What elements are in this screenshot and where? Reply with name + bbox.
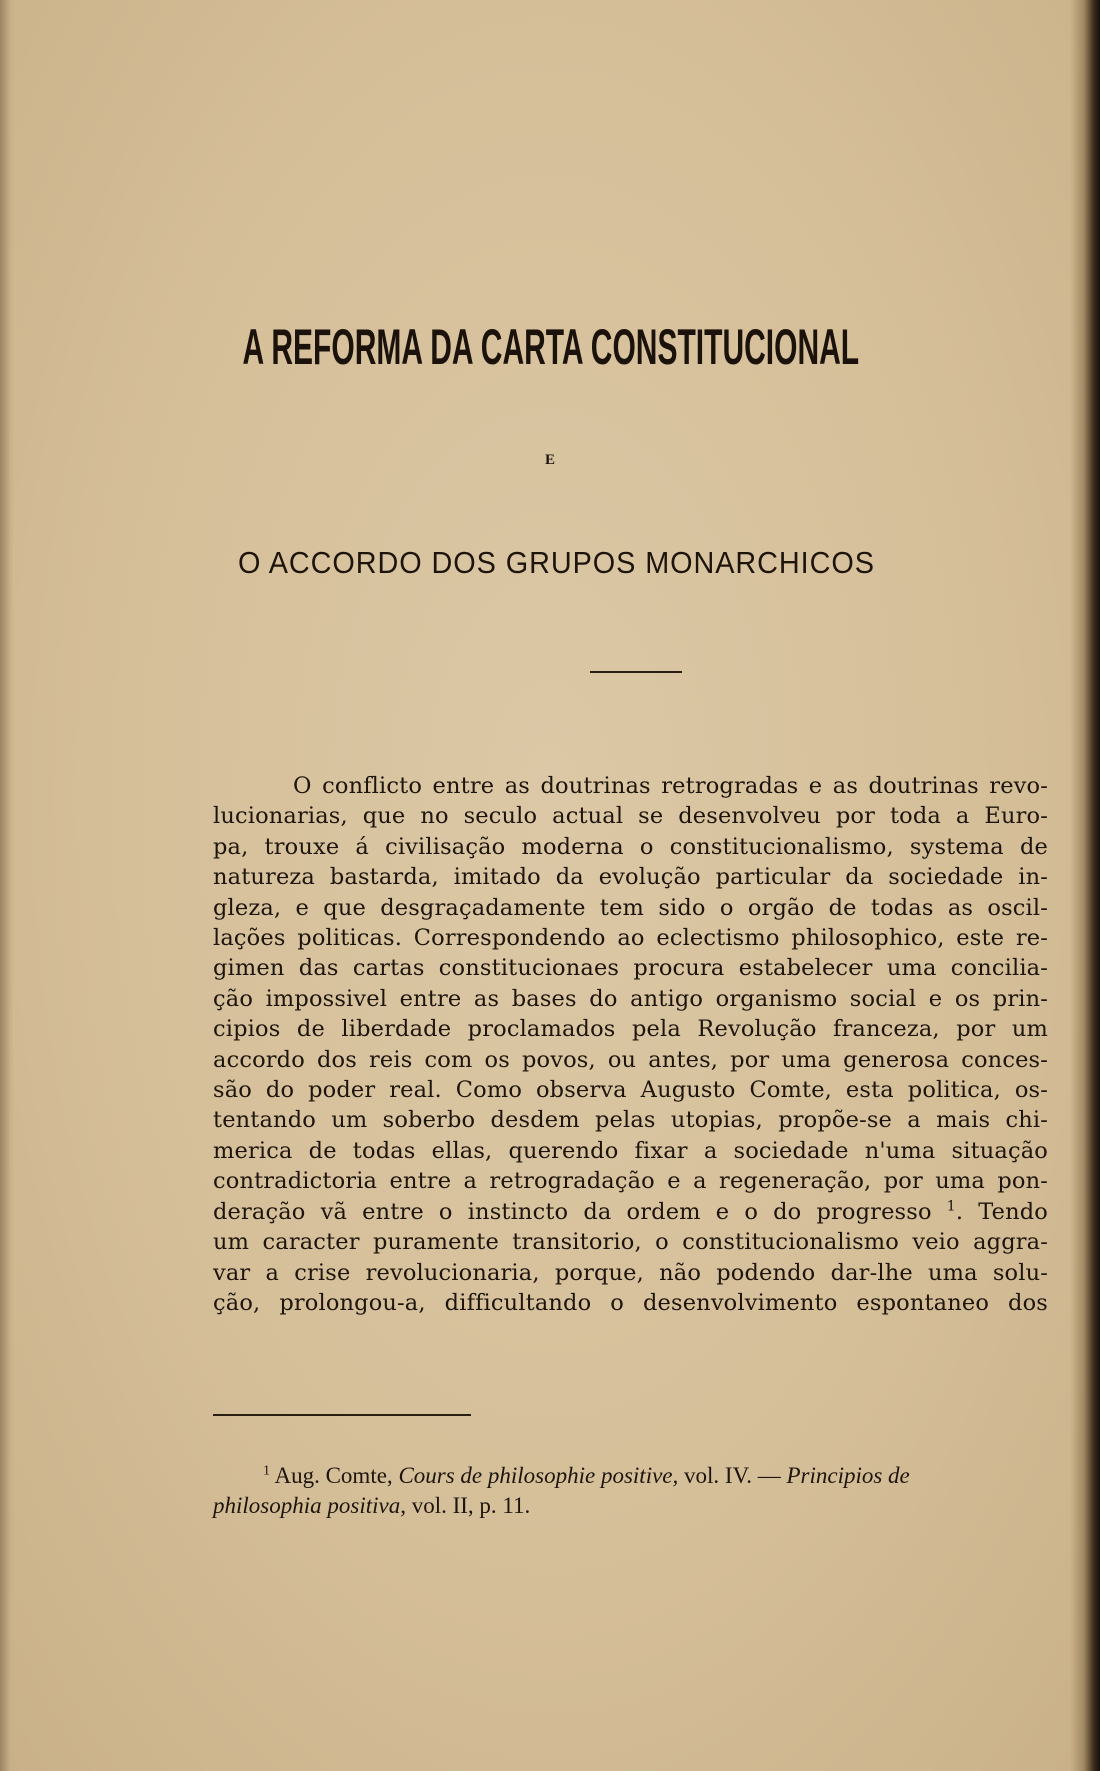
title-separator-rule: [590, 671, 682, 673]
footnote-line: [213, 1461, 1048, 1491]
body-line: são do poder real. Como observa Augusto Comte, esta politica, os-: [213, 1077, 1048, 1104]
footnote-volume-page: vol. II, p. 11.: [411, 1493, 531, 1518]
body-line: var a crise revolucionaria, porque, não podendo dar-lhe uma solu-: [213, 1259, 1048, 1286]
body-line: ção, prolongou-a, difficultando o desenvolvimento espontaneo dos: [213, 1289, 1048, 1316]
body-line: cipios de liberdade proclamados pela Revolução franceza, por um: [213, 1016, 1048, 1043]
chapter-title: A REFORMA DA CARTA CONSTITUCIONAL: [242, 319, 860, 375]
footnote-work-title-2-cont: philosophia positiva,: [213, 1493, 406, 1518]
body-line: ção impossivel entre as bases do antigo organismo social e os prin-: [213, 985, 1048, 1012]
footnote-separator-rule: [213, 1414, 471, 1416]
chapter-subtitle: O ACCORDO DOS GRUPOS MONARCHICOS: [238, 545, 875, 580]
body-line: lucionarias, que no seculo actual se desenvolveu por toda a Euro-: [213, 803, 1048, 830]
body-line-with-footnote-ref: [213, 1197, 1048, 1227]
footnote-volume: vol. IV. —: [684, 1463, 781, 1488]
body-line: lações politicas. Correspondendo ao eclectismo philosophico, este re-: [213, 925, 1048, 952]
footnote-marker: 1: [263, 1463, 270, 1479]
body-line: merica de todas ellas, querendo fixar a sociedade n'uma situação: [213, 1137, 1048, 1164]
footnote-line: [213, 1491, 1048, 1521]
body-line: accordo dos reis com os povos, ou antes, por uma generosa conces-: [213, 1046, 1048, 1073]
body-line: gimen das cartas constitucionaes procura estabelecer uma concilia-: [213, 955, 1048, 982]
page-left-edge: [0, 0, 14, 1771]
footnote-work-title-2: Principios de: [786, 1463, 910, 1488]
title-conjunction: E: [544, 452, 555, 468]
body-line: natureza bastarda, imitado da evolução particular da sociedade in-: [213, 864, 1048, 891]
body-line: tentando um soberbo desdem pelas utopias, propõe-se a mais chi-: [213, 1107, 1048, 1134]
body-line: pa, trouxe á civilisação moderna o constitucionalismo, systema de: [213, 833, 1048, 860]
body-line-text: deração vã entre o instincto da ordem e o do progresso: [213, 1198, 932, 1225]
body-paragraph: [213, 771, 1048, 1318]
body-line: O conflicto entre as doutrinas retrogradas e as doutrinas revo-: [293, 773, 1048, 799]
body-line: gleza, e que desgraçadamente tem sido o orgão de todas as oscil-: [213, 894, 1048, 921]
footnote-author: Aug. Comte,: [274, 1463, 393, 1488]
body-line-tail: . Tendo: [955, 1198, 1048, 1225]
page-right-edge-shadow: [1070, 0, 1100, 1771]
footnote: [213, 1461, 1048, 1521]
body-line: contradictoria entre a retrogradação e a regeneração, por uma pon-: [213, 1168, 1048, 1195]
footnote-work-title: Cours de philosophie positive,: [398, 1463, 679, 1488]
footnote-reference[interactable]: 1: [946, 1198, 956, 1215]
body-line: um caracter puramente transitorio, o constitucionalismo veio aggra-: [213, 1229, 1048, 1256]
